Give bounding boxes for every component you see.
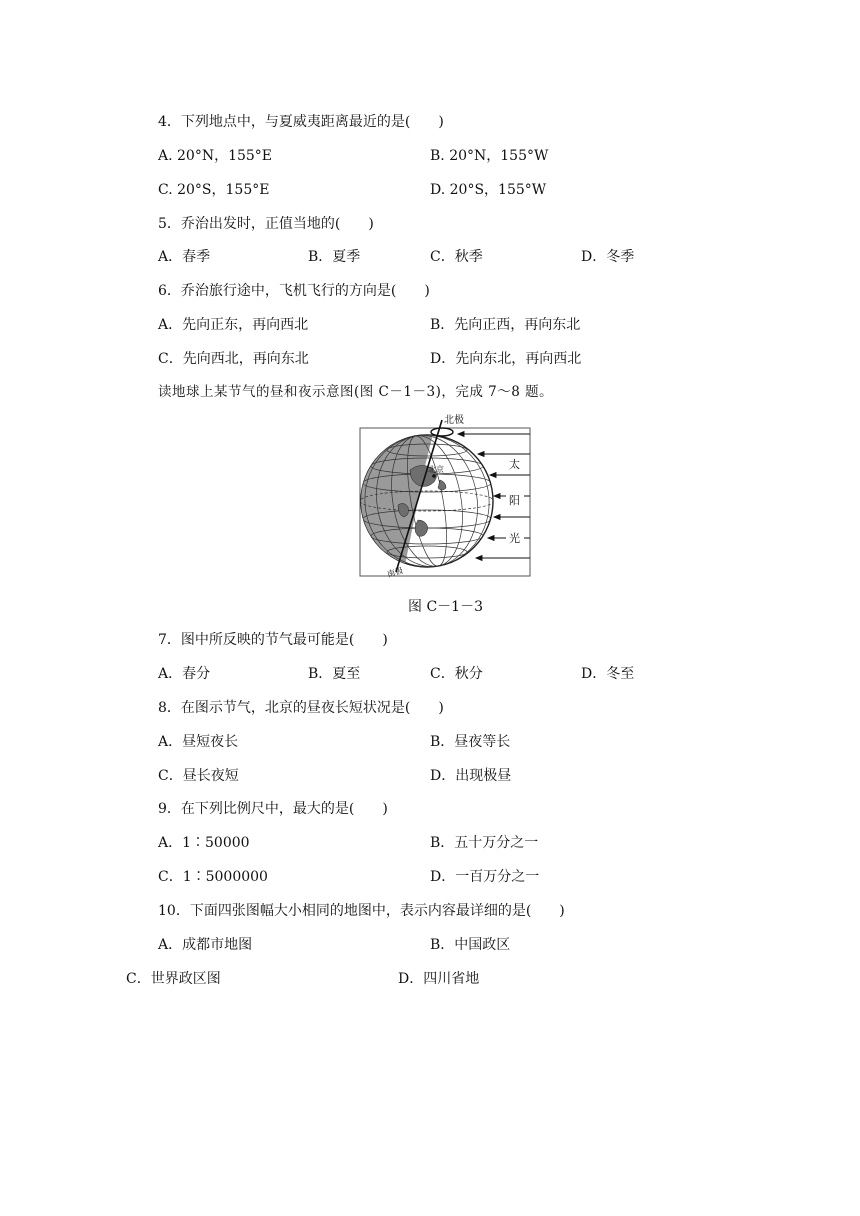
q8-option-a: A．昼短夜长	[158, 734, 239, 750]
south-pole-label: 南极	[386, 566, 404, 579]
q5-stem: 5．乔治出发时，正值当地的( )	[158, 216, 374, 232]
q6-option-a: A．先向正东，再向西北	[158, 317, 309, 333]
q8-option-d: D．出现极昼	[430, 768, 512, 784]
q5-option-b: B．夏季	[308, 249, 361, 265]
figure-intro: 读地球上某节气的昼和夜示意图(图 C－1－3)，完成 7～8 题。	[158, 384, 554, 400]
q6-option-d: D．先向东北，再向西北	[430, 351, 582, 367]
north-pole-ring	[431, 428, 453, 436]
q10-option-d: D．四川省地	[398, 971, 480, 987]
q9-option-c: C．1∶5000000	[158, 869, 268, 885]
q5-option-d: D．冬季	[581, 249, 635, 265]
q10-option-c: C．世界政区图	[126, 971, 221, 987]
q7-option-a: A．春分	[158, 666, 211, 682]
day-night-globe-figure	[358, 410, 532, 580]
beijing-marker	[432, 474, 436, 478]
q5-option-c: C．秋季	[430, 249, 483, 265]
q6-option-c: C．先向西北，再向东北	[158, 351, 309, 367]
q9-option-d: D．一百万分之一	[430, 869, 540, 885]
q4-option-b: B. 20°N，155°W	[430, 148, 549, 164]
sun-label-2: 阳	[509, 494, 520, 507]
q4-option-c: C. 20°S，155°E	[158, 182, 270, 198]
q6-stem: 6．乔治旅行途中，飞机飞行的方向是( )	[158, 283, 430, 299]
sun-label-3: 光	[509, 532, 520, 545]
q5-option-a: A．春季	[158, 249, 211, 265]
q7-option-c: C．秋分	[430, 666, 483, 682]
q8-stem: 8．在图示节气，北京的昼夜长短状况是( )	[158, 700, 444, 716]
q4-option-d: D. 20°S，155°W	[430, 182, 547, 198]
sun-label-1: 太	[509, 458, 520, 471]
figure-caption: 图 C－1－3	[408, 599, 483, 615]
q9-option-a: A．1∶50000	[158, 835, 250, 851]
q9-stem: 9．在下列比例尺中，最大的是( )	[158, 801, 388, 817]
q4-stem: 4．下列地点中，与夏威夷距离最近的是( )	[158, 114, 444, 130]
q7-stem: 7．图中所反映的节气最可能是( )	[158, 632, 388, 648]
q8-option-b: B．昼夜等长	[430, 734, 511, 750]
q10-stem: 10．下面四张图幅大小相同的地图中，表示内容最详细的是( )	[158, 903, 565, 919]
q6-option-b: B．先向正西，再向东北	[430, 317, 581, 333]
beijing-label: 北京	[428, 465, 444, 474]
q7-option-d: D．冬至	[581, 666, 635, 682]
q4-option-a: A. 20°N，155°E	[158, 148, 273, 164]
q8-option-c: C．昼长夜短	[158, 768, 239, 784]
q7-option-b: B．夏至	[308, 666, 361, 682]
q10-option-b: B．中国政区	[430, 937, 511, 953]
q10-option-a: A．成都市地图	[158, 937, 253, 953]
north-pole-label: 北极	[444, 415, 464, 426]
q9-option-b: B．五十万分之一	[430, 835, 539, 851]
